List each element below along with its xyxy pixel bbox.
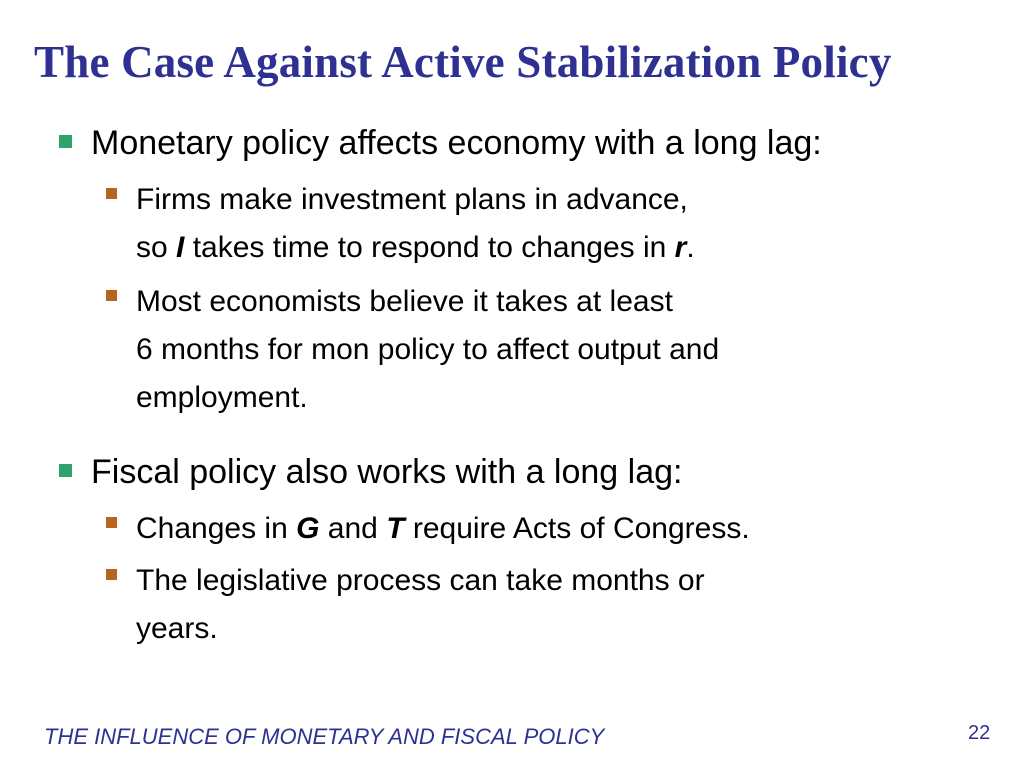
square-bullet-icon [106, 569, 117, 580]
page-number: 22 [968, 722, 991, 744]
bullet-monetary-text: Monetary policy affects economy with a long lag: [91, 124, 822, 162]
subbullet-firms [106, 176, 986, 272]
subbullet-changes [106, 505, 986, 553]
square-bullet-icon [106, 517, 117, 528]
square-bullet-icon [106, 188, 117, 199]
bullet-monetary [54, 123, 822, 163]
variable-G: G [296, 512, 320, 545]
subbullet-legislative-line2: years. [136, 612, 218, 645]
variable-I: I [176, 231, 185, 264]
bullet-fiscal-text: Fiscal policy also works with a long lag: [91, 453, 683, 491]
subbullet-economists [106, 278, 986, 422]
bullet-fiscal [54, 452, 682, 492]
subbullet-legislative [106, 557, 986, 653]
subbullet-firms-line2: so I takes time to respond to changes in r. [136, 231, 695, 264]
subbullet-changes-line1: Changes in G and T require Acts of Congress. [136, 512, 750, 545]
variable-r: r [674, 231, 687, 264]
slide-footer: THE INFLUENCE OF MONETARY AND FISCAL POLICY [44, 724, 605, 749]
subbullet-economists-line3: employment. [136, 381, 308, 414]
square-bullet-icon [59, 464, 72, 477]
subbullet-economists-line2: 6 months for mon policy to affect output and [136, 333, 720, 366]
subbullet-firms-line1: Firms make investment plans in advance, [136, 183, 688, 216]
subbullet-economists-line1: Most economists believe it takes at least [136, 285, 673, 318]
subbullet-legislative-line1: The legislative process can take months or [136, 564, 705, 597]
slide-title: The Case Against Active Stabilization Policy [34, 37, 892, 87]
square-bullet-icon [106, 290, 117, 301]
variable-T: T [386, 512, 405, 545]
square-bullet-icon [59, 135, 72, 148]
